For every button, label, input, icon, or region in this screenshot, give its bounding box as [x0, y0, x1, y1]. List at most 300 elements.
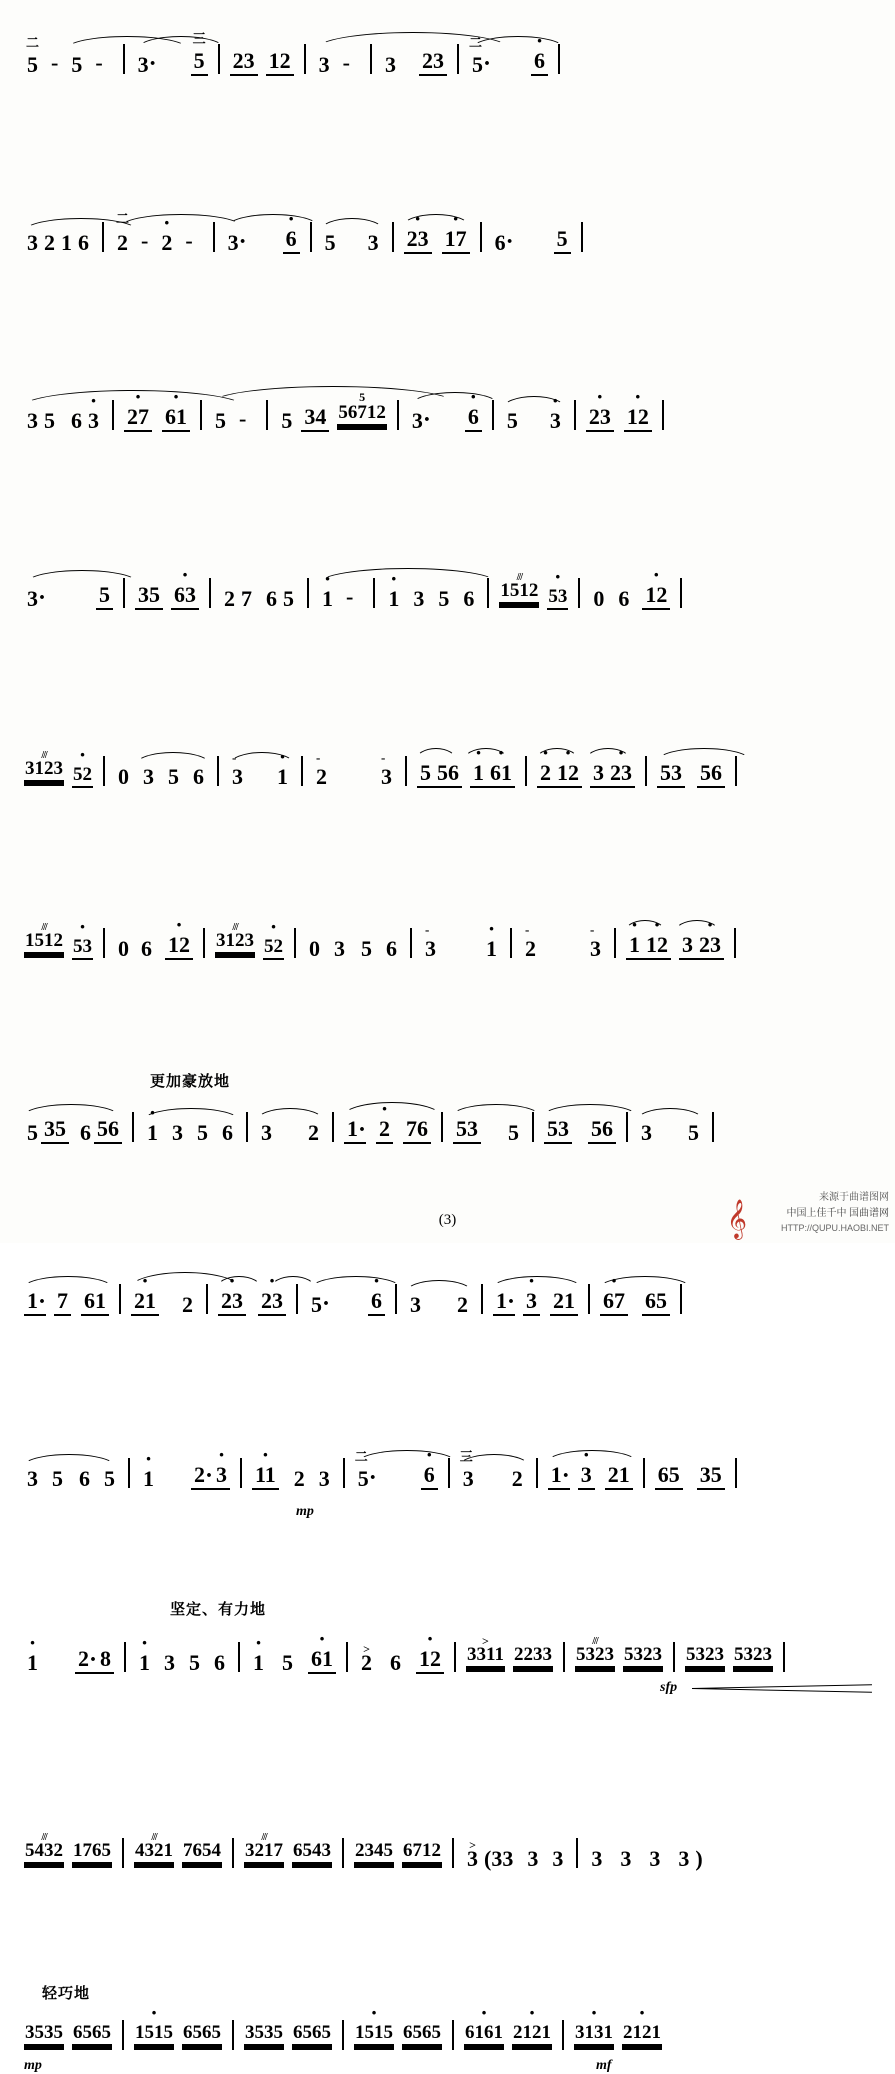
barline [232, 1838, 234, 1868]
note: 7 [54, 1290, 71, 1316]
note: · 12 [554, 762, 582, 788]
measure [302, 938, 404, 960]
note: · 52 [263, 936, 284, 960]
note: 0 [309, 936, 320, 961]
measure [20, 1468, 122, 1490]
note: · 12 [643, 934, 671, 960]
measure [130, 2022, 226, 2052]
note: 5 · [308, 1294, 330, 1316]
measure [111, 934, 197, 960]
slur [405, 1280, 473, 1293]
note: · 23 [586, 406, 614, 432]
note: 6 [78, 230, 89, 255]
measure [226, 50, 298, 76]
measure [20, 35, 117, 77]
measure [354, 1648, 448, 1674]
dynamic-mark: mf [596, 2058, 612, 2073]
note: · 61 [162, 406, 190, 432]
measure [132, 1652, 232, 1674]
note: 3 三 [459, 1449, 474, 1491]
note: 3 [620, 1846, 632, 1871]
note: · 3 [578, 1464, 595, 1490]
note: 5 [508, 1120, 519, 1145]
note: 3 - [425, 922, 436, 961]
measure [456, 1449, 530, 1491]
note: 1 · [344, 1118, 366, 1144]
measure [533, 762, 639, 788]
note: · 1 [136, 1652, 153, 1674]
note: 5 [197, 1120, 208, 1145]
barline [342, 2020, 344, 2050]
note: 3 [384, 52, 396, 77]
note: · 27 [124, 406, 152, 432]
barline [452, 2020, 454, 2050]
barline [103, 928, 105, 958]
note: 5 [27, 1120, 38, 1145]
note: · 23 [258, 1290, 286, 1316]
note: · 6161 [464, 2022, 504, 2044]
note: 6 [141, 936, 152, 961]
note: · 52 [72, 764, 93, 788]
barline [392, 222, 394, 252]
barline [405, 756, 407, 786]
barline [410, 928, 412, 958]
note: 8 [97, 1648, 114, 1674]
note: 5 [189, 1650, 200, 1675]
note: ) [695, 1846, 703, 1871]
barline [576, 1838, 578, 1868]
dynamic-mark: mp [24, 2058, 42, 2073]
measure [465, 35, 552, 77]
note: 5 [282, 1650, 293, 1675]
note: 6 [386, 936, 397, 961]
note: · 1 [385, 588, 402, 610]
measure [225, 750, 295, 789]
barline [103, 756, 105, 786]
barline [342, 1838, 344, 1868]
slur [22, 1276, 114, 1289]
barline [346, 1642, 348, 1672]
note: 5 [96, 584, 113, 610]
measure [20, 2022, 116, 2052]
measure [489, 1290, 582, 1316]
note: 5 三 [191, 50, 208, 76]
barline [122, 2020, 124, 2050]
note: · 63 [171, 584, 199, 610]
note: 5 [71, 52, 83, 77]
note: 56 [434, 762, 462, 788]
barline [307, 578, 309, 608]
barline [301, 756, 303, 786]
note: > 3311 [466, 1644, 505, 1666]
note: 6 · [492, 232, 514, 254]
barline [119, 1284, 121, 1314]
note: 5 二 · [469, 54, 491, 76]
note: 5 [281, 408, 293, 433]
measure [651, 1464, 729, 1490]
barline [294, 928, 296, 958]
note: 23 [230, 50, 258, 76]
note: 56 [697, 762, 725, 788]
measure [418, 922, 443, 961]
note: · 12 [416, 1648, 444, 1674]
note: 35 [41, 1118, 69, 1144]
barline [203, 928, 205, 958]
barline [332, 1112, 334, 1142]
note: 3 [27, 408, 38, 433]
dynamic-mark: sfp [660, 1680, 678, 1695]
music-system-6 [20, 902, 875, 980]
note: · 23 [218, 1290, 246, 1316]
measure [20, 1118, 126, 1144]
measure [20, 232, 96, 254]
note: 34 [301, 406, 329, 432]
barline [673, 1642, 675, 1672]
watermark-url: HTTP://QUPU.HAOBI.NET [780, 1223, 889, 1233]
note: 56 [588, 1118, 616, 1144]
slur [491, 1276, 583, 1289]
note: 2 [182, 1292, 193, 1317]
note: 76 [403, 1118, 431, 1144]
dash: - [346, 584, 354, 609]
note: · 1 [140, 1468, 157, 1490]
note: · 61 [308, 1648, 336, 1674]
measure [340, 1118, 435, 1144]
slur [310, 1276, 402, 1289]
note: · 1 [250, 1652, 267, 1674]
note: · 23 [696, 934, 724, 960]
dash: - [185, 228, 193, 253]
note: · 3131 [574, 2022, 614, 2044]
barline [614, 928, 616, 958]
measure [378, 50, 451, 76]
note: · 21 [131, 1290, 159, 1316]
barline [128, 1458, 130, 1488]
measure [120, 406, 194, 432]
note: /// 5432 [24, 1840, 64, 1862]
measure [20, 930, 97, 960]
note: · 12 [624, 406, 652, 432]
page-number: (3) [438, 1212, 457, 1228]
measure [111, 766, 211, 788]
note: · 1 [24, 1652, 41, 1674]
note: 3 [27, 230, 38, 255]
note: 2 · [75, 1648, 97, 1674]
note: /// 3123 [215, 930, 255, 952]
note: 53 [544, 1118, 572, 1144]
note: 23 [419, 50, 447, 76]
measure [274, 390, 391, 433]
note: 2345 [355, 1840, 393, 1861]
note: 56712 5 [338, 390, 386, 423]
dash: - [141, 228, 149, 253]
music-system-2 [20, 196, 875, 274]
measure [403, 1294, 475, 1316]
music-system-9 [20, 1432, 875, 1519]
note: · 17 [442, 228, 470, 254]
note: > 3 [464, 1848, 481, 1870]
note: 6 [463, 586, 475, 611]
note: 1765 [73, 1840, 111, 1861]
note: 3 [591, 1846, 603, 1871]
slur [342, 1102, 442, 1117]
note: 3 [261, 1120, 272, 1145]
note: 1 · [493, 1290, 515, 1316]
measure [334, 750, 399, 789]
measure [351, 1449, 442, 1491]
slur [22, 1454, 116, 1467]
measure [460, 1848, 570, 1870]
measure [127, 1290, 200, 1316]
note: 3 [27, 1466, 38, 1491]
note: 6 [79, 1466, 90, 1491]
note: 6 [71, 408, 82, 433]
note: 6 [266, 586, 277, 611]
barline [574, 400, 576, 430]
dash: - [51, 50, 59, 75]
music-system-3 [20, 374, 875, 452]
note: 3 - [590, 922, 601, 961]
note: 0 [593, 586, 605, 611]
music-system-11 [20, 1818, 875, 1896]
note: 2 - [316, 750, 327, 789]
note: · 6 [465, 406, 482, 432]
measure [405, 406, 486, 432]
barline [588, 1284, 590, 1314]
note: 21 [550, 1290, 578, 1316]
note: 5 二 [26, 35, 40, 77]
measure [312, 50, 364, 76]
note: · 12 [165, 934, 193, 960]
note: · 3 [547, 410, 564, 432]
measure [309, 750, 334, 789]
note: · 2121 [512, 2022, 552, 2044]
measure [634, 1122, 706, 1144]
note: 3 · [24, 588, 46, 610]
measure [240, 2022, 336, 2052]
note: 65 [655, 1464, 683, 1490]
measure [214, 1290, 290, 1316]
measure [571, 1644, 667, 1674]
note: · 6 [368, 1290, 385, 1316]
measure [20, 584, 117, 610]
barline [680, 578, 682, 608]
measure [350, 1840, 446, 1870]
note: 3 [164, 1650, 175, 1675]
barline [578, 578, 580, 608]
note: 2 - [525, 922, 536, 961]
measure [584, 1848, 709, 1870]
slur [26, 570, 138, 583]
note: · 12 [642, 584, 670, 610]
note: · 6 [531, 50, 548, 76]
note: 6 [214, 1650, 225, 1675]
barline [124, 1642, 126, 1672]
note: 2233 [513, 1644, 552, 1665]
barline [581, 222, 583, 252]
slur [270, 1276, 316, 1289]
note: 5 [52, 1466, 63, 1491]
note: 3 [649, 1846, 661, 1871]
slur [227, 214, 319, 227]
note: 3 · [135, 54, 157, 76]
note: 0 [118, 936, 129, 961]
barline [238, 1642, 240, 1672]
measure [208, 406, 260, 432]
measure [217, 588, 301, 610]
dash: - [239, 406, 247, 431]
barline [343, 1458, 345, 1488]
dynamic-mark: mp [296, 1504, 314, 1519]
barline [481, 1284, 483, 1314]
measure [570, 2022, 666, 2052]
note: · 6 [283, 228, 300, 254]
note: /// 4321 [134, 1840, 174, 1862]
treble-clef-watermark-icon: 𝄞 [726, 1201, 747, 1238]
note: 5 二 · [355, 1468, 377, 1490]
note: · 1 [274, 766, 291, 788]
note: 3 [678, 1846, 690, 1871]
note: 2 [44, 230, 55, 255]
note: 5 [104, 1466, 115, 1491]
barline [122, 1838, 124, 1868]
music-system-10 [20, 1602, 875, 1706]
note: 7 [241, 586, 252, 611]
measure [518, 922, 543, 961]
note: 6565 [293, 2022, 331, 2043]
measure [449, 1118, 526, 1144]
measure [131, 584, 203, 610]
measure [582, 406, 656, 432]
note: · 2 [158, 232, 175, 254]
note: 3 [590, 762, 607, 788]
note: 6 [618, 586, 630, 611]
note: /// 3217 [244, 1840, 284, 1862]
note: 2 [511, 1466, 523, 1491]
watermark-text-cn: 中国上佳千中 国曲谱网 [786, 1208, 889, 1219]
note: 2 [308, 1120, 319, 1145]
measure [131, 31, 212, 77]
note: 1 · [548, 1464, 570, 1490]
note: · 53 [547, 586, 568, 610]
barline [304, 44, 306, 74]
note: · 67 [600, 1290, 628, 1316]
note: 5 [283, 586, 294, 611]
measure [443, 938, 504, 960]
measure [318, 232, 386, 254]
note: /// 1512 [24, 930, 64, 952]
note: 2 二 [116, 211, 130, 255]
measure [540, 1118, 620, 1144]
music-system-4 [20, 552, 875, 630]
note: 53 [453, 1118, 481, 1144]
barline [209, 578, 211, 608]
measure [400, 228, 474, 254]
music-system-5 [20, 730, 875, 808]
barline [397, 400, 399, 430]
note: 5323 [685, 1644, 724, 1665]
note: · 2 [376, 1118, 393, 1144]
measure [495, 580, 572, 610]
dash: - [342, 50, 350, 75]
note: 6712 [403, 1840, 441, 1861]
barline [480, 222, 482, 252]
note: 3 [318, 52, 330, 77]
slur [357, 1450, 457, 1463]
note: 6565 [183, 2022, 221, 2043]
measure [381, 588, 481, 610]
note: 5323 [623, 1644, 662, 1665]
note: 5 [361, 936, 372, 961]
note: 3 [679, 934, 696, 960]
note: > 2 [358, 1652, 375, 1674]
barline [266, 400, 268, 430]
barline [217, 756, 219, 786]
note: · 6 [421, 1464, 438, 1490]
note: 3535 [25, 2022, 63, 2043]
note: 6543 [293, 1840, 331, 1861]
note: · 53 [72, 936, 93, 960]
measure [20, 758, 97, 788]
note: · 23 [404, 228, 432, 254]
note: 5 [44, 408, 55, 433]
slur [546, 1450, 638, 1463]
note: 6 [390, 1650, 401, 1675]
note: 21 [605, 1464, 633, 1490]
barline [240, 1458, 242, 1488]
measure [254, 1122, 326, 1144]
measure [20, 1840, 116, 1870]
note: · 3 [85, 410, 102, 432]
measure [596, 1290, 674, 1316]
measure [544, 1464, 637, 1490]
measure [140, 1122, 240, 1144]
barline [645, 756, 647, 786]
music-system-7 [20, 1074, 875, 1158]
note: 35 [697, 1464, 725, 1490]
barline [735, 1458, 737, 1488]
note: · 3 [523, 1290, 540, 1316]
note: · 11 [252, 1464, 279, 1490]
note: 6 [222, 1120, 233, 1145]
note: 6565 [73, 2022, 111, 2043]
expression-mark: 更加豪放地 [150, 1074, 231, 1090]
note: 3 [410, 1292, 421, 1317]
barline [563, 1642, 565, 1672]
note: 3 - [232, 750, 243, 789]
expression-mark: 轻巧地 [42, 1986, 91, 2002]
note: · 1 [626, 934, 643, 960]
note: 0 [118, 764, 129, 789]
note: 2 [457, 1292, 468, 1317]
note: 1 · [24, 1290, 46, 1316]
note: · 3 [213, 1464, 230, 1490]
measure [20, 410, 106, 432]
slur [120, 214, 242, 227]
diminuendo-hairpin [692, 1688, 872, 1700]
note: 5 [554, 228, 571, 254]
measure [622, 934, 728, 960]
note: 3 [367, 230, 379, 255]
barline [783, 1642, 785, 1672]
note: 3 [334, 936, 345, 961]
note: 56 [94, 1118, 122, 1144]
barline [525, 756, 527, 786]
note: 5 [324, 230, 336, 255]
dash: - [95, 50, 103, 75]
barline [662, 400, 664, 430]
note: 3 · [225, 232, 247, 254]
